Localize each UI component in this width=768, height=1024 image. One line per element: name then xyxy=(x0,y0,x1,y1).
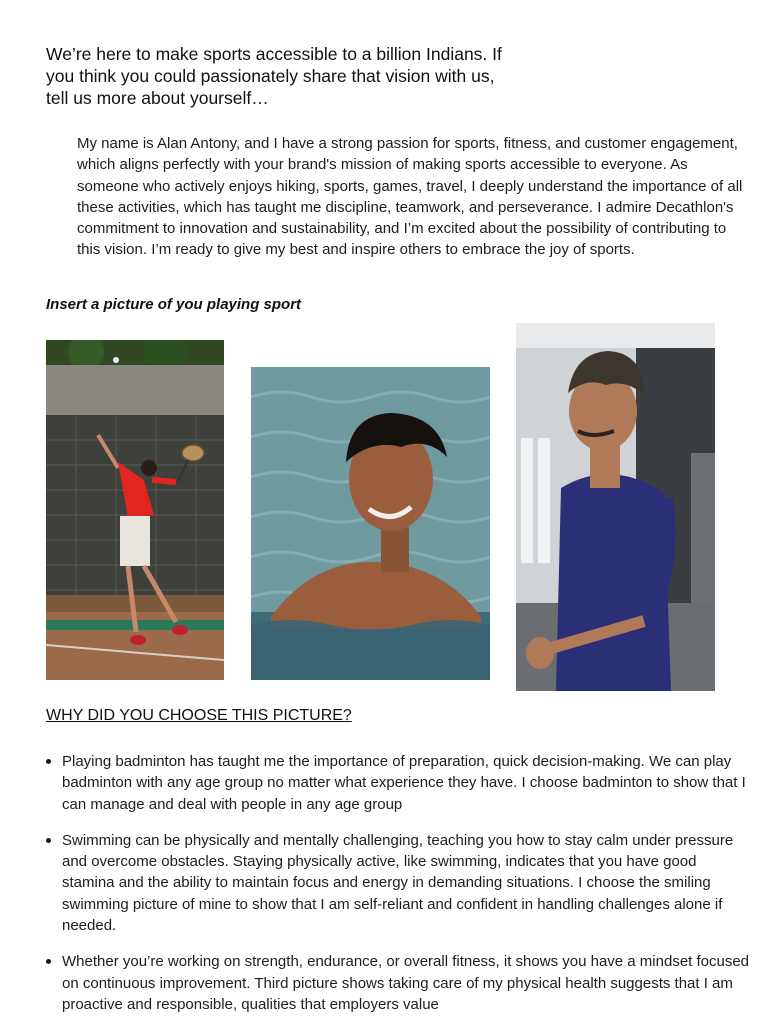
picture-prompt-label: Insert a picture of you playing sport xyxy=(46,296,302,313)
bullet-icon xyxy=(46,759,51,764)
list-item xyxy=(46,751,751,815)
section-title-why: WHY DID YOU CHOOSE THIS PICTURE? xyxy=(46,707,352,724)
intro-paragraph: My name is Alan Antony, and I have a strong passion for sports, fitness, and customer engagement, which aligns perfectly with your brand's mission of making sports accessible to everyone. As someone who actively enjoys hiking, sports, games, travel, I deeply understand the importance of all these activities, which has taught me discipline, teamwork, and perseverance. I admire Decathlon's commitment to innovation and sustainability, and I’m excited about the possibility of contributing to this vision. I’m ready to give my best and inspire others to embrace the joy of sports. xyxy=(77,135,743,259)
list-item xyxy=(46,951,751,1015)
reason-text: Swimming can be physically and mentally challenging, teaching you how to stay calm under pressure and overcome obstacles. Staying physically active, like swimming, indicates that you have good stamina and the ability to maintain focus and energy in demanding situations. I choose the smiling swimming picture of mine to show that I am self-reliant and confident in handling challenges alone if needed. xyxy=(62,831,734,935)
swimming-photo xyxy=(251,367,490,680)
list-item xyxy=(46,830,751,936)
bullet-icon xyxy=(46,959,51,964)
reason-text: Whether you’re working on strength, endurance, or overall fitness, it shows you have a mindset focused on continuous improvement. Third picture shows taking care of my physical health suggests that I am proactive and responsible, qualities that employers value xyxy=(62,953,750,1013)
page-heading: We’re here to make sports accessible to a billion Indians. If you think you could passionately share that vision with us, tell us more about yourself… xyxy=(46,44,502,108)
reason-text: Playing badminton has taught me the importance of preparation, quick decision-making. We can play badminton with any age group no matter what experience they have. I choose badminton to show that I can manage and deal with people in any age group xyxy=(62,753,746,813)
badminton-photo xyxy=(46,340,224,680)
gym-photo xyxy=(516,323,715,691)
reasons-list xyxy=(46,751,751,1015)
bullet-icon xyxy=(46,838,51,843)
